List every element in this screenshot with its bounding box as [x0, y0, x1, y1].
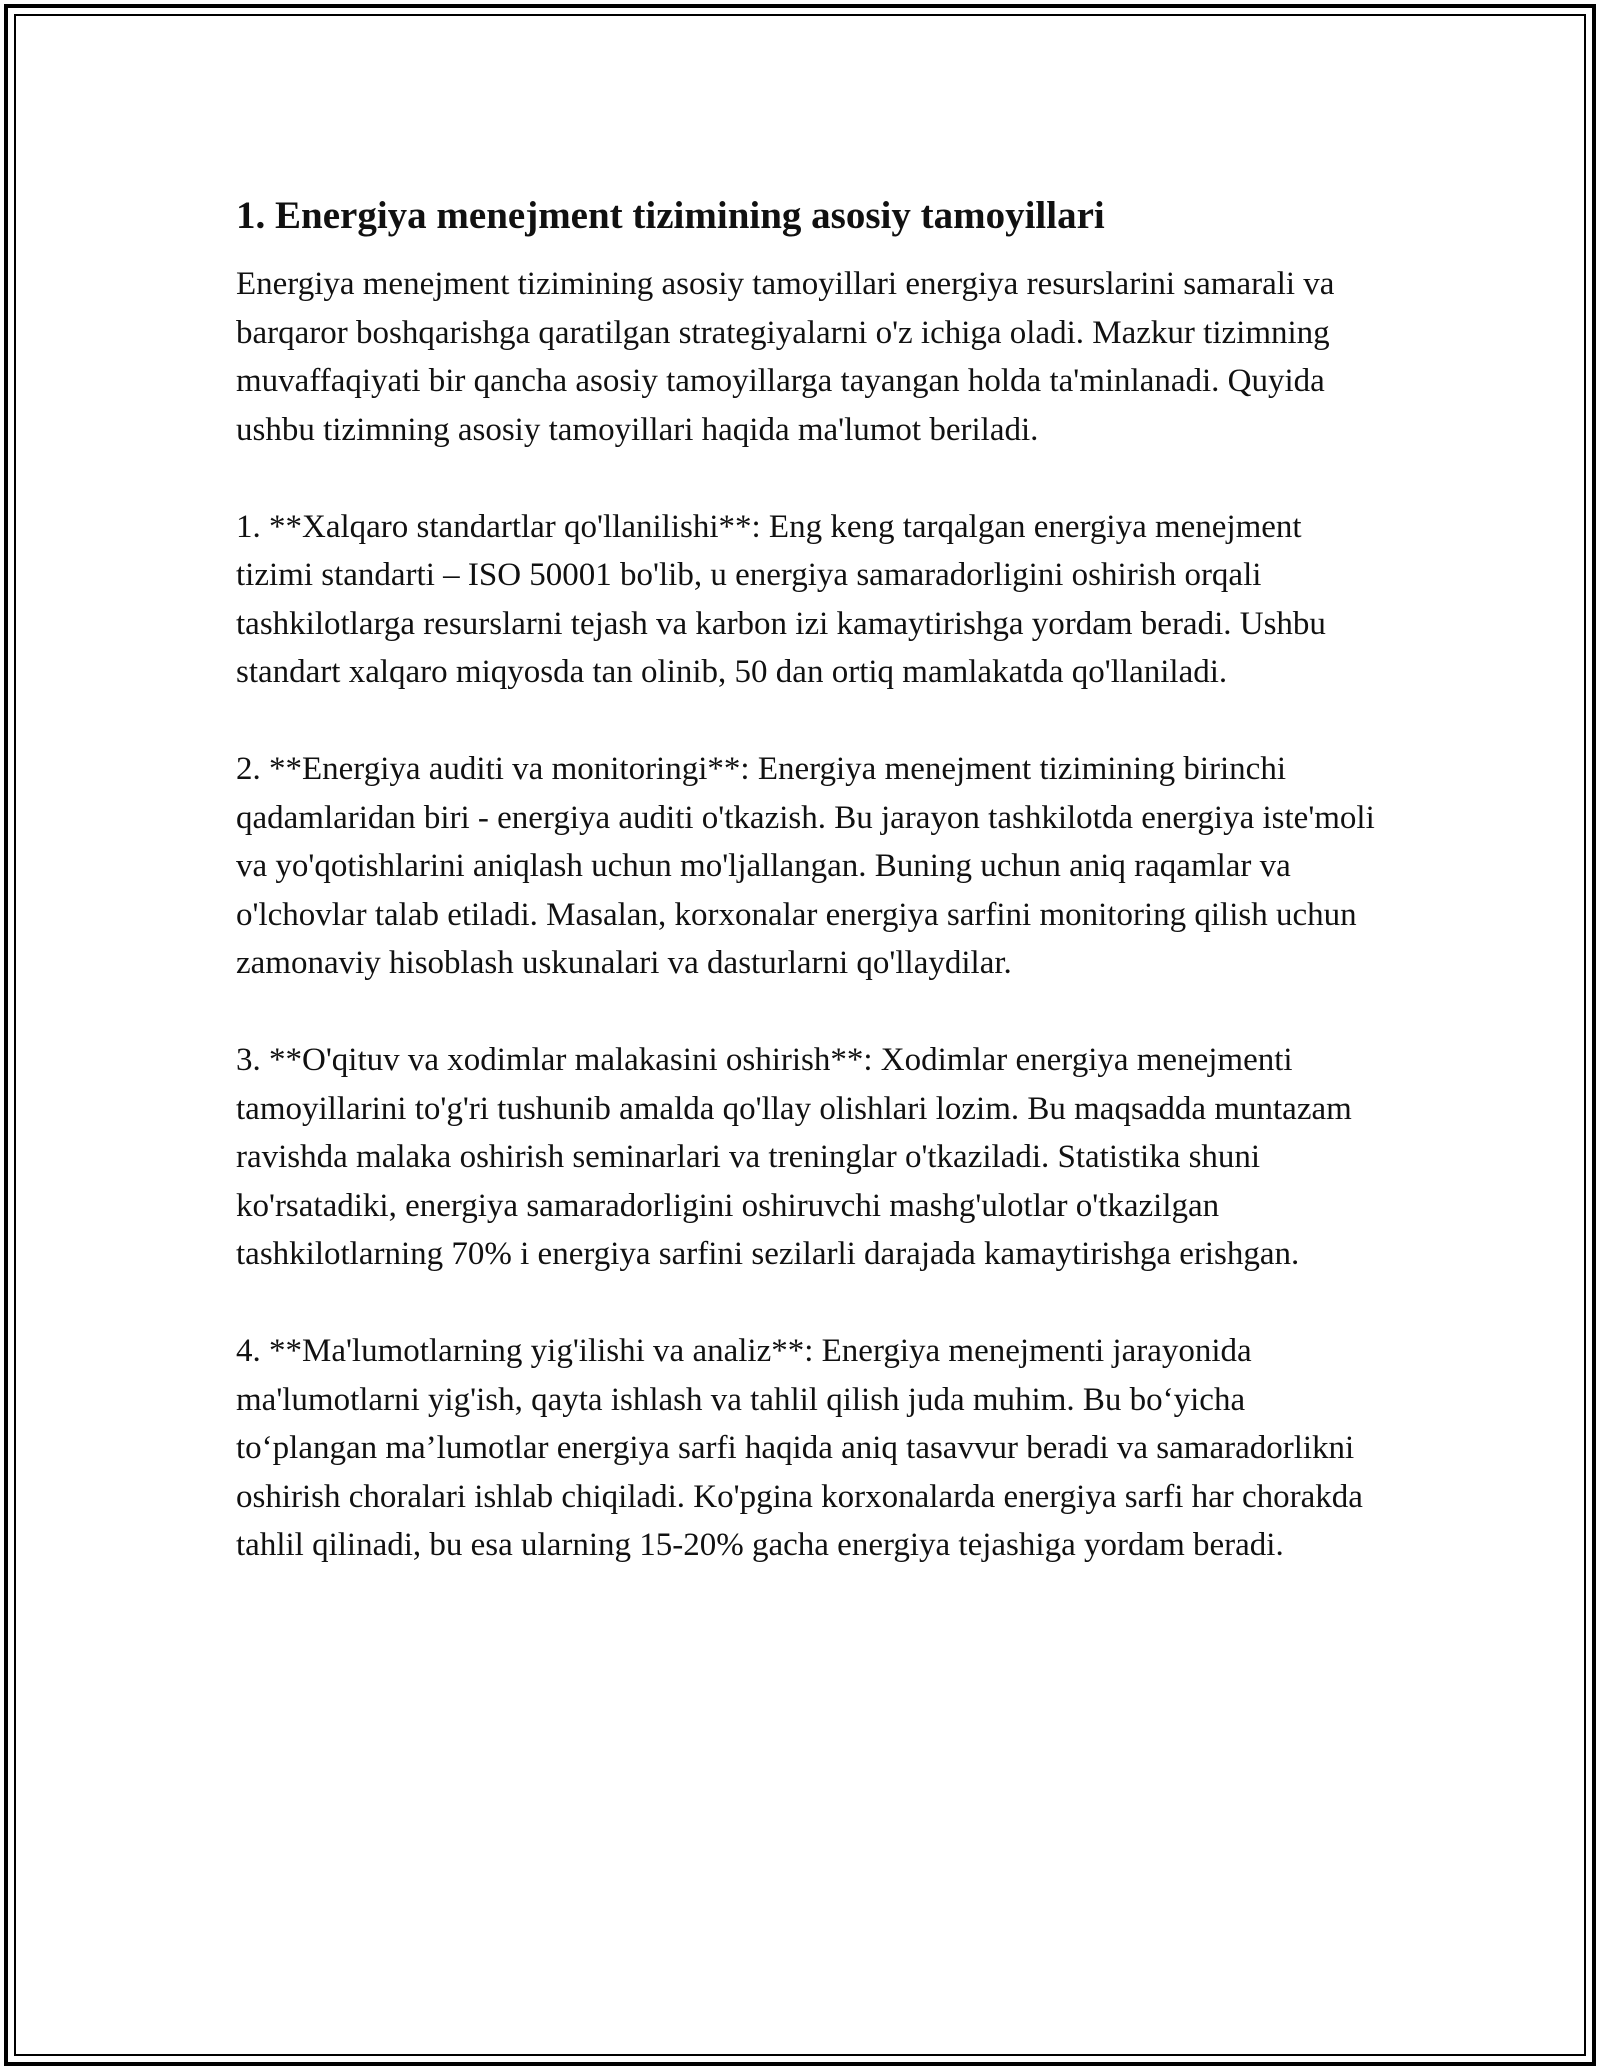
document-body — [236, 188, 1386, 1570]
principle-paragraph-4: 4. **Ma'lumotlarning yig'ilishi va analiz**: Energiya menejmenti jarayonida ma'lumotlarni yig'ish, qayta ishlash va tahlil qilish juda muhim. Bu bo‘yicha to‘plangan ma’lumotlar energiya sarfi haqida aniq tasavvur beradi va samaradorlikni oshirish choralari ishlab chiqiladi. Ko'pgina korxonalarda energiya sarfi har chorakda tahlil qilinadi, bu esa ularning 15-20% gacha energiya tejashiga yordam beradi. — [236, 1333, 1363, 1563]
principle-paragraph-3: 3. **O'qituv va xodimlar malakasini oshirish**: Xodimlar energiya menejmenti tamoyillarini to'g'ri tushunib amalda qo'llay olishlari lozim. Bu maqsadda muntazam ravishda malaka oshirish seminarlari va treninglar o'tkaziladi. Statistika shuni ko'rsatadiki, energiya samaradorligini oshiruvchi mashg'ulotlar o'tkazilgan tashkilotlarning 70% i energiya sarfini sezilarli darajada kamaytirishga erishgan. — [236, 1042, 1352, 1272]
document-title: 1. Energiya menejment tizimining asosiy tamoyillari — [236, 194, 1105, 237]
principle-paragraph-1: 1. **Xalqaro standartlar qo'llanilishi**: Eng keng tarqalgan energiya menejment tizimi standarti – ISO 50001 bo'lib, u energiya samaradorligini oshirish orqali tashkilotlarga resurslarni tejash va karbon izi kamaytirishga yordam beradi. Ushbu standart xalqaro miqyosda tan olinib, 50 dan ortiq mamlakatda qo'llaniladi. — [236, 508, 1326, 690]
principle-paragraph-2: 2. **Energiya auditi va monitoringi**: Energiya menejment tizimining birinchi qadamlaridan biri - energiya auditi o'tkazish. Bu jarayon tashkilotda energiya iste'moli va yo'qotishlarini aniqlash uchun mo'ljallangan. Buning uchun aniq raqamlar va o'lchovlar talab etiladi. Masalan, korxonalar energiya sarfini monitoring qilish uchun zamonaviy hisoblash uskunalari va dasturlarni qo'llaydilar. — [236, 751, 1375, 981]
intro-paragraph: Energiya menejment tizimining asosiy tamoyillari energiya resurslarini samarali va barqaror boshqarishga qaratilgan strategiyalarni o'z ichiga oladi. Mazkur tizimning muvaffaqiyati bir qancha asosiy tamoyillarga tayangan holda ta'minlanadi. Quyida ushbu tizimning asosiy tamoyillari haqida ma'lumot beriladi. — [236, 266, 1335, 448]
